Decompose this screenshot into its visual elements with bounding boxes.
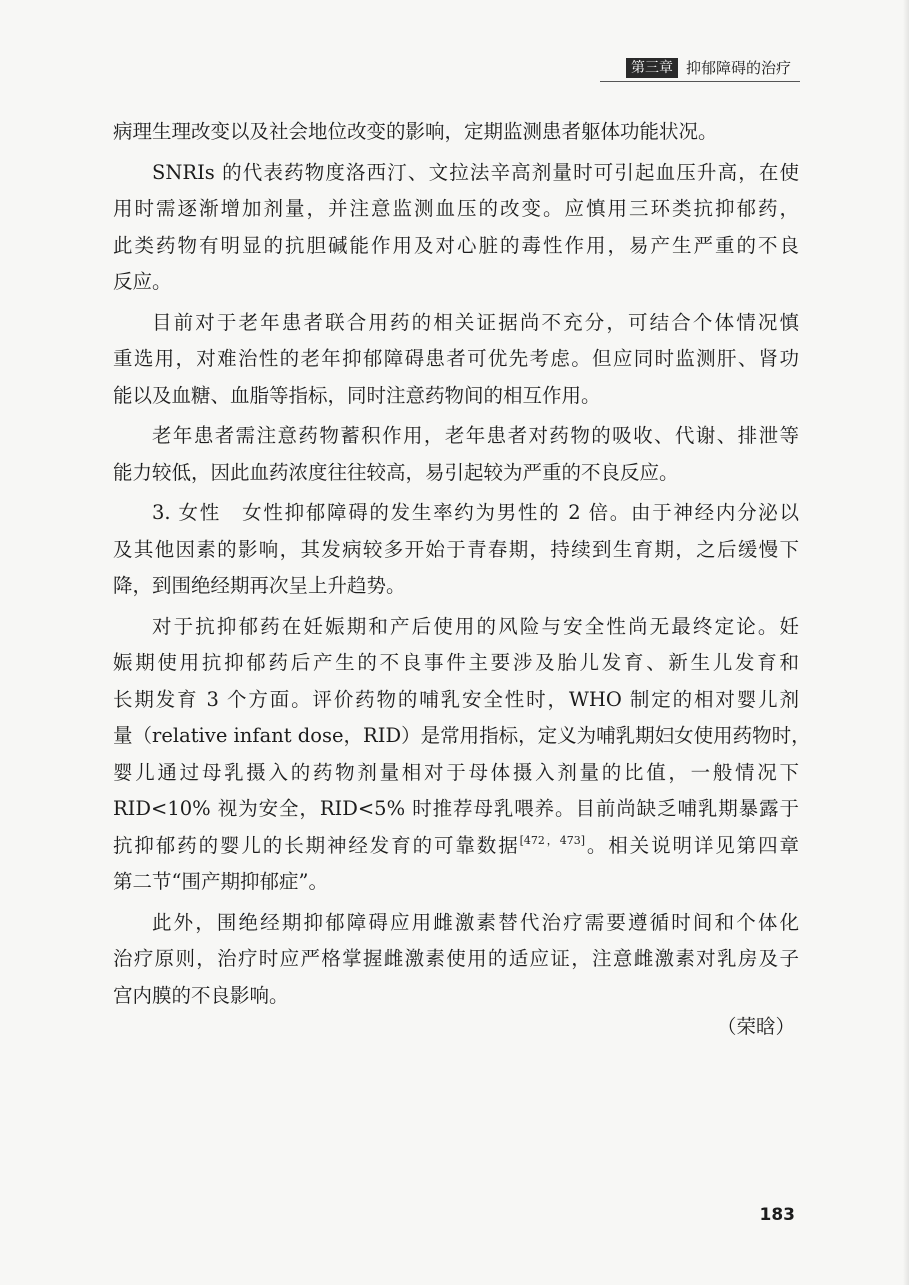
header-rule [600, 81, 800, 82]
text-line: 量（relative infant dose，RID）是常用指标，定义为哺乳期妇女使用药物时， [113, 724, 811, 747]
text-line: 此外，围绝经期抑郁障碍应用雌激素替代治疗需要遵循时间和个体化 [152, 910, 799, 934]
chapter-tag: 第三章 [626, 58, 678, 78]
text-line: 长期发育 3 个方面。评价药物的哺乳安全性时，WHO 制定的相对婴儿剂 [113, 687, 799, 711]
text-line: RID<10% 视为安全，RID<5% 时推荐母乳喂养。目前尚缺乏哺乳期暴露于 [113, 797, 799, 820]
citation-reference: [472，473] [519, 833, 585, 847]
citation-text: 抗抑郁药的婴儿的长期神经发育的可靠数据 [113, 833, 520, 857]
paragraph [113, 114, 799, 151]
text-line: 能以及血糖、血脂等指标，同时注意药物间的相互作用。 [113, 383, 601, 407]
paragraph [113, 305, 799, 415]
running-header [626, 58, 791, 78]
text-line: 反应。 [113, 270, 172, 293]
page-edge [903, 0, 909, 1285]
text-line: 能力较低，因此血药浓度往往较高，易引起较为严重的不良反应。 [113, 460, 679, 484]
text-line: 降，到围绝经期再次呈上升趋势。 [113, 574, 406, 597]
text-line: 老年患者需注意药物蓄积作用，老年患者对药物的吸收、代谢、排泄等 [152, 424, 799, 447]
text-line: 对于抗抑郁药在妊娠期和产后使用的风险与安全性尚无最终定论。妊 [152, 614, 799, 638]
paragraph [113, 155, 799, 301]
text-line: 3. 女性 女性抑郁障碍的发生率约为男性的 2 倍。由于神经内分泌以 [152, 501, 799, 524]
paragraph [113, 418, 799, 491]
text-line: 娠期使用抗抑郁药后产生的不良事件主要涉及胎儿发育、新生儿发育和 [113, 651, 799, 674]
body-text [113, 114, 811, 1018]
citation-text-after: 。相关说明详见第四章 [584, 833, 799, 857]
text-line: 及其他因素的影响，其发病较多开始于青春期，持续到生育期，之后缓慢下 [113, 537, 799, 561]
text-line: 宫内膜的不良影响。 [113, 983, 289, 1007]
text-line: 病理生理改变以及社会地位改变的影响，定期监测患者躯体功能状况。 [113, 120, 718, 143]
chapter-title: 抑郁障碍的治疗 [685, 59, 791, 77]
page-number: 183 [759, 1205, 795, 1225]
text-line: 目前对于老年患者联合用药的相关证据尚不充分，可结合个体情况慎 [152, 310, 799, 334]
paragraph [113, 905, 799, 1015]
text-line: SNRIs 的代表药物度洛西汀、文拉法辛高剂量时可引起血压升高，在使 [152, 160, 799, 184]
text-line: 婴儿通过母乳摄入的药物剂量相对于母体摄入剂量的比值，一般情况下 [113, 760, 799, 784]
paragraph [113, 495, 799, 605]
text-line: 用时需逐渐增加剂量，并注意监测血压的改变。应慎用三环类抗抑郁药， [113, 197, 799, 220]
citation-line [113, 828, 799, 865]
author-signature: （荣晗） [716, 1015, 795, 1038]
paragraph [113, 609, 811, 901]
text-line: 治疗原则，治疗时应严格掌握雌激素使用的适应证，注意雌激素对乳房及子 [113, 947, 799, 970]
text-line: 此类药物有明显的抗胆碱能作用及对心脏的毒性作用，易产生严重的不良 [113, 233, 799, 257]
text-line: 重选用，对难治性的老年抑郁障碍患者可优先考虑。但应同时监测肝、肾功 [113, 347, 799, 370]
text-line: 第二节“围产期抑郁症”。 [113, 870, 328, 893]
